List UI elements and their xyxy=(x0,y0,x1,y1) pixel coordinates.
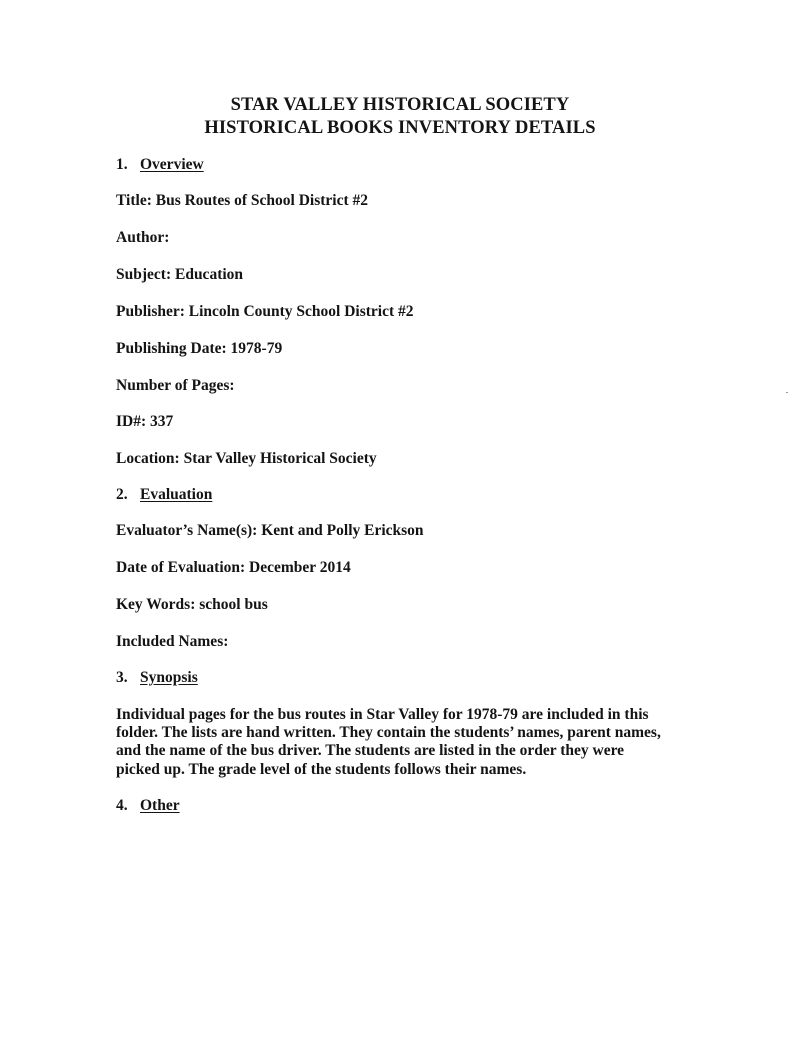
field-author: Author: xyxy=(116,229,170,246)
field-date-of-evaluation: Date of Evaluation: December 2014 xyxy=(116,559,351,576)
section-number: 3. xyxy=(116,669,128,686)
field-key-words: Key Words: school bus xyxy=(116,596,268,613)
synopsis-line: and the name of the bus driver. The students are listed in the order they were xyxy=(116,742,625,760)
section-number: 2. xyxy=(116,486,128,503)
scan-speck xyxy=(786,392,788,393)
field-id: ID#: 337 xyxy=(116,413,174,430)
synopsis-line: picked up. The grade level of the students follows their names. xyxy=(116,760,527,778)
section-number: 4. xyxy=(116,797,128,814)
section-title: Evaluation xyxy=(140,486,213,503)
synopsis-paragraph xyxy=(116,706,696,779)
section-title: Synopsis xyxy=(140,669,198,686)
synopsis-line: folder. The lists are hand written. They contain the students’ names, parent names, xyxy=(116,724,661,742)
section-number: 1. xyxy=(116,156,128,173)
field-evaluator-names: Evaluator’s Name(s): Kent and Polly Erickson xyxy=(116,522,424,539)
section-heading-evaluation xyxy=(116,486,212,504)
header-society-name: STAR VALLEY HISTORICAL SOCIETY xyxy=(230,95,570,115)
field-location: Location: Star Valley Historical Society xyxy=(116,450,377,467)
section-heading-overview xyxy=(116,156,204,174)
field-publisher: Publisher: Lincoln County School District #2 xyxy=(116,303,414,320)
synopsis-line: Individual pages for the bus routes in Star Valley for 1978-79 are included in this xyxy=(116,706,649,723)
field-title: Title: Bus Routes of School District #2 xyxy=(116,192,369,209)
section-title: Other xyxy=(140,797,180,814)
section-heading-other xyxy=(116,797,180,815)
section-title: Overview xyxy=(140,156,204,173)
field-publishing-date: Publishing Date: 1978-79 xyxy=(116,340,283,357)
field-subject: Subject: Education xyxy=(116,266,244,283)
field-included-names: Included Names: xyxy=(116,633,229,650)
field-number-of-pages: Number of Pages: xyxy=(116,377,235,394)
section-heading-synopsis xyxy=(116,669,198,687)
header-document-title: HISTORICAL BOOKS INVENTORY DETAILS xyxy=(204,118,596,138)
